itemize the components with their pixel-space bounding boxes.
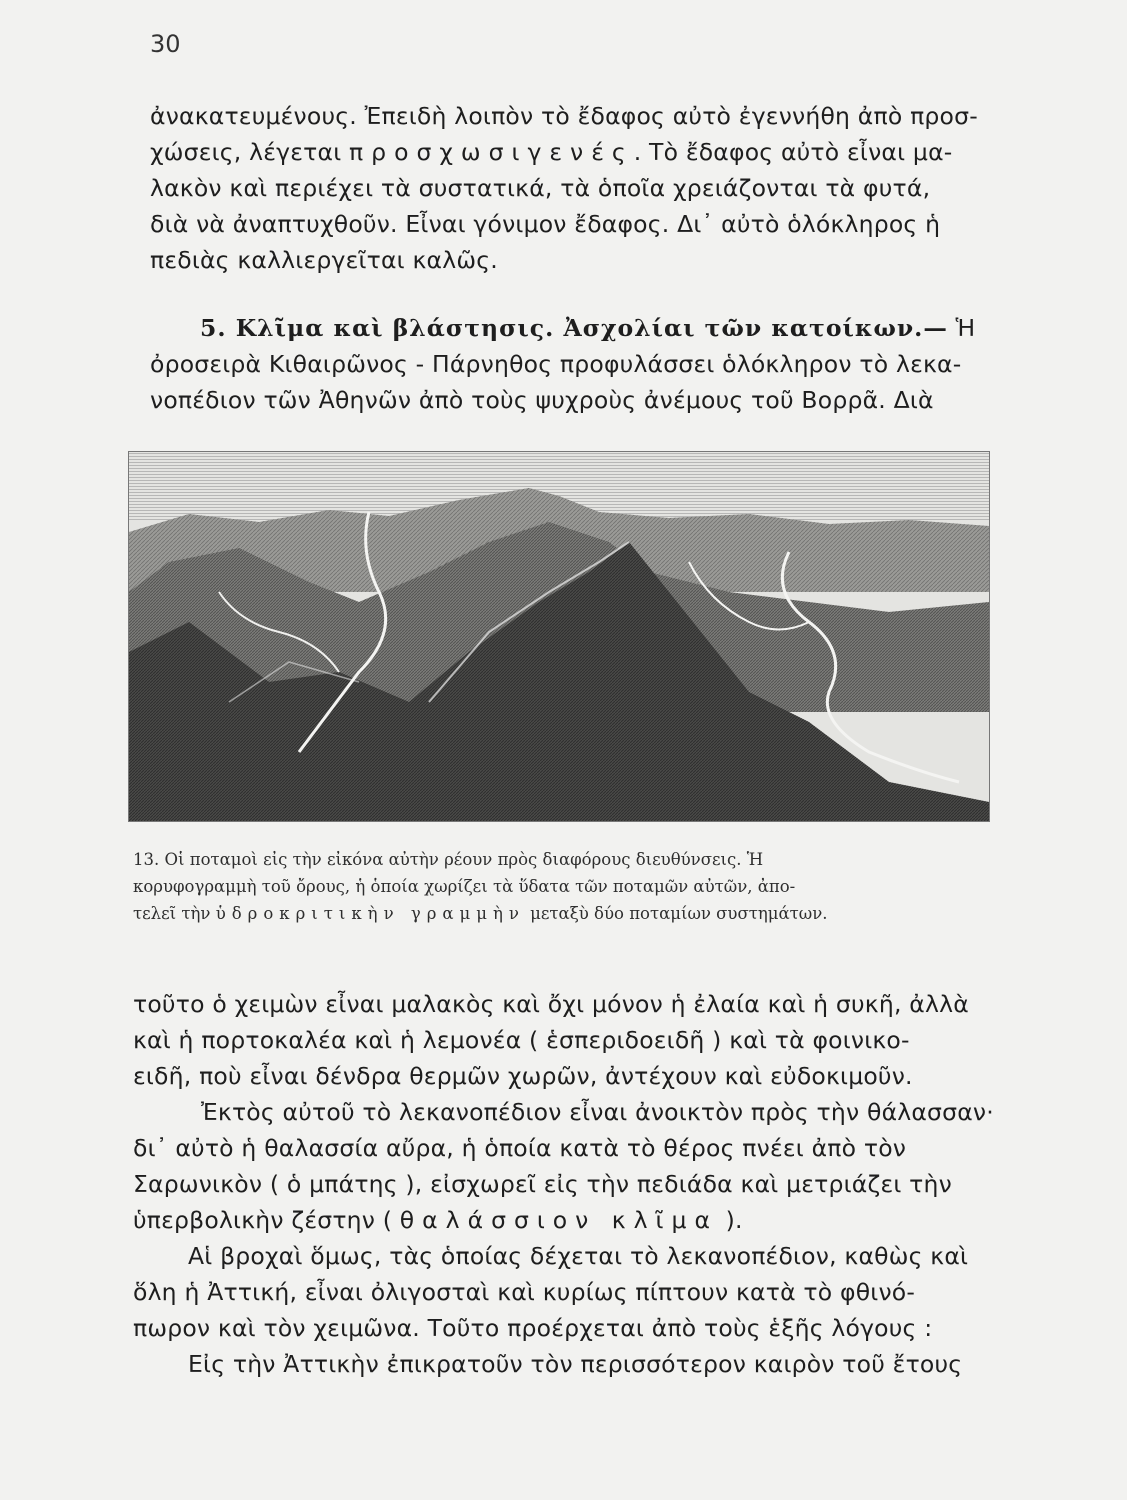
text-line: ὀροσειρὰ Κιθαιρῶνος - Πάρνηθος προφυλάσσει ὁλόκληρον τὸ λεκα- — [150, 350, 962, 378]
text-fragment: χώσεις, λέγεται — [150, 138, 350, 166]
spaced-term: προσχωσιγενές — [349, 138, 634, 166]
text-fragment: Ἡ — [947, 314, 976, 342]
text-line: δι᾽ αὐτὸ ἡ θαλασσία αὔρα, ἡ ὁποία κατὰ τὸ θέρος πνέει ἀπὸ τὸν — [133, 1134, 907, 1162]
text-line: ἀνακατευμένους. Ἐπειδὴ λοιπὸν τὸ ἔδαφος αὐτὸ ἐγεννήθη ἀπὸ προσ- — [150, 102, 978, 130]
text-line: πεδιὰς καλλιεργεῖται καλῶς. — [150, 246, 498, 274]
paragraph-soil — [150, 98, 978, 278]
section-5 — [150, 310, 975, 418]
caption-line: 13. Οἱ ποταμοὶ εἰς τὴν εἰκόνα αὐτὴν ρέουν πρὸς διαφόρους διευθύνσεις. Ἡ — [133, 850, 764, 869]
caption-fragment: μεταξὺ δύο ποταμίων συστημάτων. — [524, 904, 828, 923]
mountain-engraving-figure — [128, 451, 990, 822]
text-line: τοῦτο ὁ χειμὼν εἶναι μαλακὸς καὶ ὄχι μόνον ἡ ἐλαία καὶ ἡ συκῆ, ἀλλὰ — [133, 990, 969, 1018]
text-line: Σαρωνικὸν ( ὁ μπάτης ), εἰσχωρεῖ εἰς τὴν πεδιάδα καὶ μετριάζει τὴν — [133, 1170, 952, 1198]
text-line: λακὸν καὶ περιέχει τὰ συστατικά, τὰ ὁποῖα χρειάζονται τὰ φυτά, — [150, 174, 931, 202]
mountain-engraving-image — [129, 452, 989, 821]
text-fragment: ). — [717, 1206, 743, 1234]
text-line: ειδῆ, ποὺ εἶναι δένδρα θερμῶν χωρῶν, ἀντέχουν καὶ εὐδοκιμοῦν. — [133, 1062, 913, 1090]
text-fragment: . Τὸ ἔδαφος αὐτὸ εἶναι μα- — [633, 138, 953, 166]
caption-line: κορυφογραμμὴ τοῦ ὄρους, ἡ ὁποία χωρίζει τὰ ὕδατα τῶν ποταμῶν αὐτῶν, ἀπο- — [133, 877, 796, 896]
figure-caption — [133, 846, 827, 927]
paragraph-rain — [133, 1238, 968, 1382]
section-heading-line — [150, 310, 975, 346]
paragraph-sea-breeze — [133, 1094, 994, 1238]
section-heading: 5. Κλῖμα καὶ βλάστησις. Ἀσχολίαι τῶν κατοίκων.— — [200, 314, 948, 342]
text-line: Εἰς τὴν Ἀττικὴν ἐπικρατοῦν τὸν περισσότερον καιρὸν τοῦ ἔτους — [188, 1350, 963, 1378]
paragraph-winter — [133, 986, 969, 1094]
page-number: 30 — [150, 30, 181, 58]
text-line: Αἱ βροχαὶ ὅμως, τὰς ὁποίας δέχεται τὸ λεκανοπέδιον, καθὼς καὶ — [188, 1242, 969, 1270]
caption-line — [133, 900, 827, 927]
caption-fragment: τελεῖ τὴν — [133, 904, 216, 923]
text-line — [150, 134, 978, 170]
caption-spaced-term: ὑδροκριτικὴν γραμμὴν — [215, 904, 525, 923]
text-line — [133, 1202, 994, 1238]
spaced-term: θαλάσσιον κλῖμα — [399, 1206, 718, 1234]
text-line: διὰ νὰ ἀναπτυχθοῦν. Εἶναι γόνιμον ἔδαφος. Δι᾽ αὐτὸ ὁλόκληρος ἡ — [150, 210, 941, 238]
text-line: νοπέδιον τῶν Ἀθηνῶν ἀπὸ τοὺς ψυχροὺς ἀνέμους τοῦ Βορρᾶ. Διὰ — [150, 386, 934, 414]
text-line: πωρον καὶ τὸν χειμῶνα. Τοῦτο προέρχεται ἀπὸ τοὺς ἑξῆς λόγους : — [133, 1314, 933, 1342]
text-line: ὅλη ἡ Ἀττική, εἶναι ὀλιγοσταὶ καὶ κυρίως πίπτουν κατὰ τὸ φθινό- — [133, 1278, 916, 1306]
text-fragment: ὑπερβολικὴν ζέστην ( — [133, 1206, 400, 1234]
text-line: καὶ ἡ πορτοκαλέα καὶ ἡ λεμονέα ( ἑσπεριδοειδῆ ) καὶ τὰ φοινικο- — [133, 1026, 910, 1054]
text-line: Ἐκτὸς αὐτοῦ τὸ λεκανοπέδιον εἶναι ἀνοικτὸν πρὸς τὴν θάλασσαν· — [201, 1098, 994, 1126]
